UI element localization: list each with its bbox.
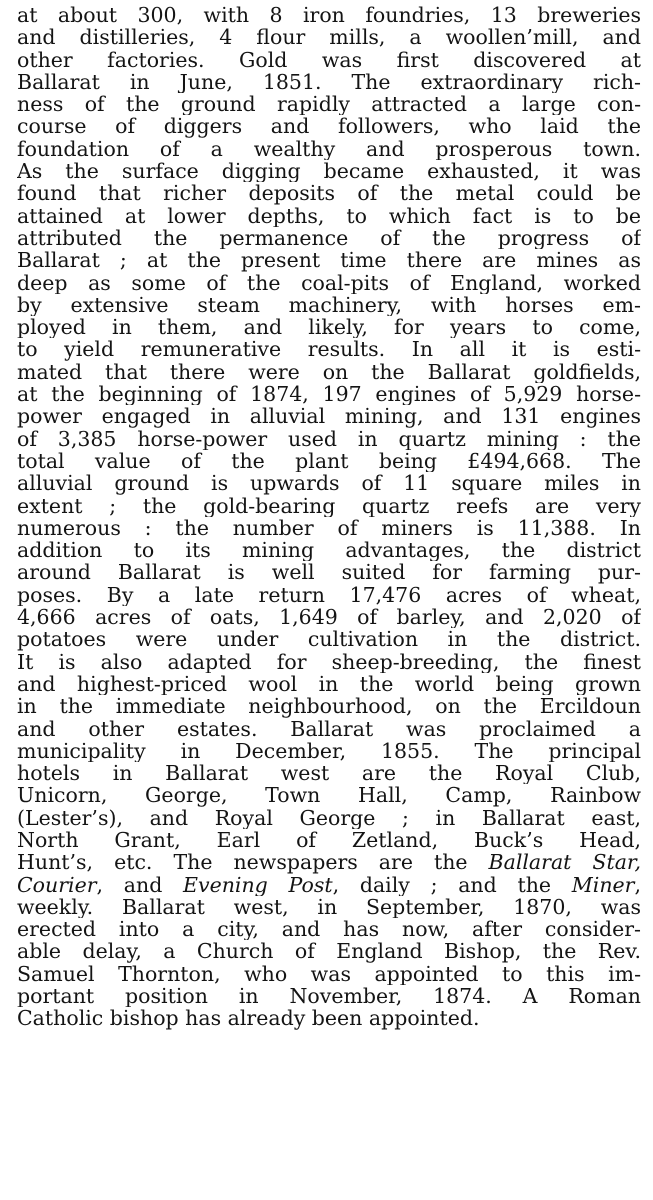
text-line-8: As the surface digging became exhausted, it was (17, 160, 641, 183)
text-line-18: at the beginning of 1874, 197 engines of 5,929 horse- (17, 383, 641, 406)
text-line-45: portant position in November, 1874. A Roman (17, 985, 641, 1008)
text-line-10: attained at lower depths, to which fact is to be (17, 204, 641, 227)
text-line-14: by extensive steam machinery, with horses em- (17, 293, 641, 317)
text-line-22: alluvial ground is upwards of 11 square miles in (17, 472, 641, 495)
newspaper-ballarat-star: Ballarat Star, (488, 851, 641, 874)
text-line-39 (17, 851, 641, 873)
newspapers-end: , (634, 873, 641, 896)
text-line-38: North Grant, Earl of Zetland, Buck’s Head, (17, 828, 641, 852)
text-line-34: municipality in December, 1855. The principal (17, 739, 641, 763)
text-line-46: Catholic bishop has already been appointed. (17, 1007, 480, 1030)
newspaper-courier: Courier (17, 873, 97, 896)
text-line-33: and other estates. Ballarat was proclaimed a (17, 717, 641, 740)
text-line-3: other factories. Gold was first discovered at (17, 48, 641, 71)
newspaper-miner: Miner (571, 873, 635, 896)
text-line-6: course of diggers and followers, who laid the (17, 115, 641, 138)
text-line-32: in the immediate neighbourhood, on the Ercildoun (17, 695, 641, 718)
text-line-24: numerous : the number of miners is 11,388. In (17, 516, 641, 540)
text-line-9: found that richer deposits of the metal could be (17, 182, 641, 205)
text-line-20: of 3,385 horse-power used in quartz mining : the (17, 427, 641, 450)
text-line-26: around Ballarat is well suited for farming pur- (17, 561, 641, 584)
text-line-2: and distilleries, 4 flour mills, a woollen’mill, and (17, 26, 641, 49)
newspapers-join-2: , daily ; and the (332, 873, 572, 896)
text-line-16: to yield remunerative results. In all it is esti- (17, 338, 641, 361)
text-line-40 (17, 874, 641, 896)
newspapers-join-1: , and (96, 873, 184, 896)
text-line-15: ployed in them, and likely, for years to come, (17, 316, 641, 339)
text-line-28: 4,666 acres of oats, 1,649 of barley, and 2,020 of (17, 606, 641, 629)
article-column (17, 4, 641, 1030)
text-line-42: erected into a city, and has now, after consider- (17, 918, 641, 941)
text-line-36: Unicorn, George, Town Hall, Camp, Rainbow (17, 784, 641, 807)
text-line-12: Ballarat ; at the present time there are mines as (17, 249, 641, 272)
text-line-41: weekly. Ballarat west, in September, 1870, was (17, 895, 641, 919)
text-line-19: power engaged in alluvial mining, and 131 engines (17, 405, 641, 428)
newspapers-intro: Hunt’s, etc. The newspapers are the (17, 851, 489, 874)
text-line-44: Samuel Thornton, who was appointed to this im- (17, 962, 641, 986)
text-line-17: mated that there were on the Ballarat goldfields, (17, 360, 641, 384)
text-line-11: attributed the permanence of the progress of (17, 226, 641, 250)
text-line-30: It is also adapted for sheep-breeding, the finest (17, 650, 641, 673)
text-line-1: at about 300, with 8 iron foundries, 13 breweries (17, 4, 641, 27)
text-line-13: deep as some of the coal-pits of England, worked (17, 271, 641, 294)
text-line-21: total value of the plant being £494,668. The (17, 449, 641, 473)
text-line-23: extent ; the gold-bearing quartz reefs are very (17, 494, 641, 517)
text-line-5: ness of the ground rapidly attracted a large con- (17, 93, 641, 116)
text-line-43: able delay, a Church of England Bishop, the Rev. (17, 940, 641, 963)
text-line-37: (Lester’s), and Royal George ; in Ballarat east, (17, 806, 641, 829)
text-line-35: hotels in Ballarat west are the Royal Club, (17, 762, 641, 785)
newspaper-evening-post: Evening Post (183, 873, 333, 896)
text-line-25: addition to its mining advantages, the district (17, 539, 641, 562)
text-line-29: potatoes were under cultivation in the district. (17, 628, 641, 651)
text-line-7: foundation of a wealthy and prosperous town. (17, 137, 641, 161)
text-line-4: Ballarat in June, 1851. The extraordinary rich- (17, 70, 641, 94)
text-line-31: and highest-priced wool in the world being grown (17, 672, 641, 696)
text-line-27: poses. By a late return 17,476 acres of wheat, (17, 583, 641, 607)
